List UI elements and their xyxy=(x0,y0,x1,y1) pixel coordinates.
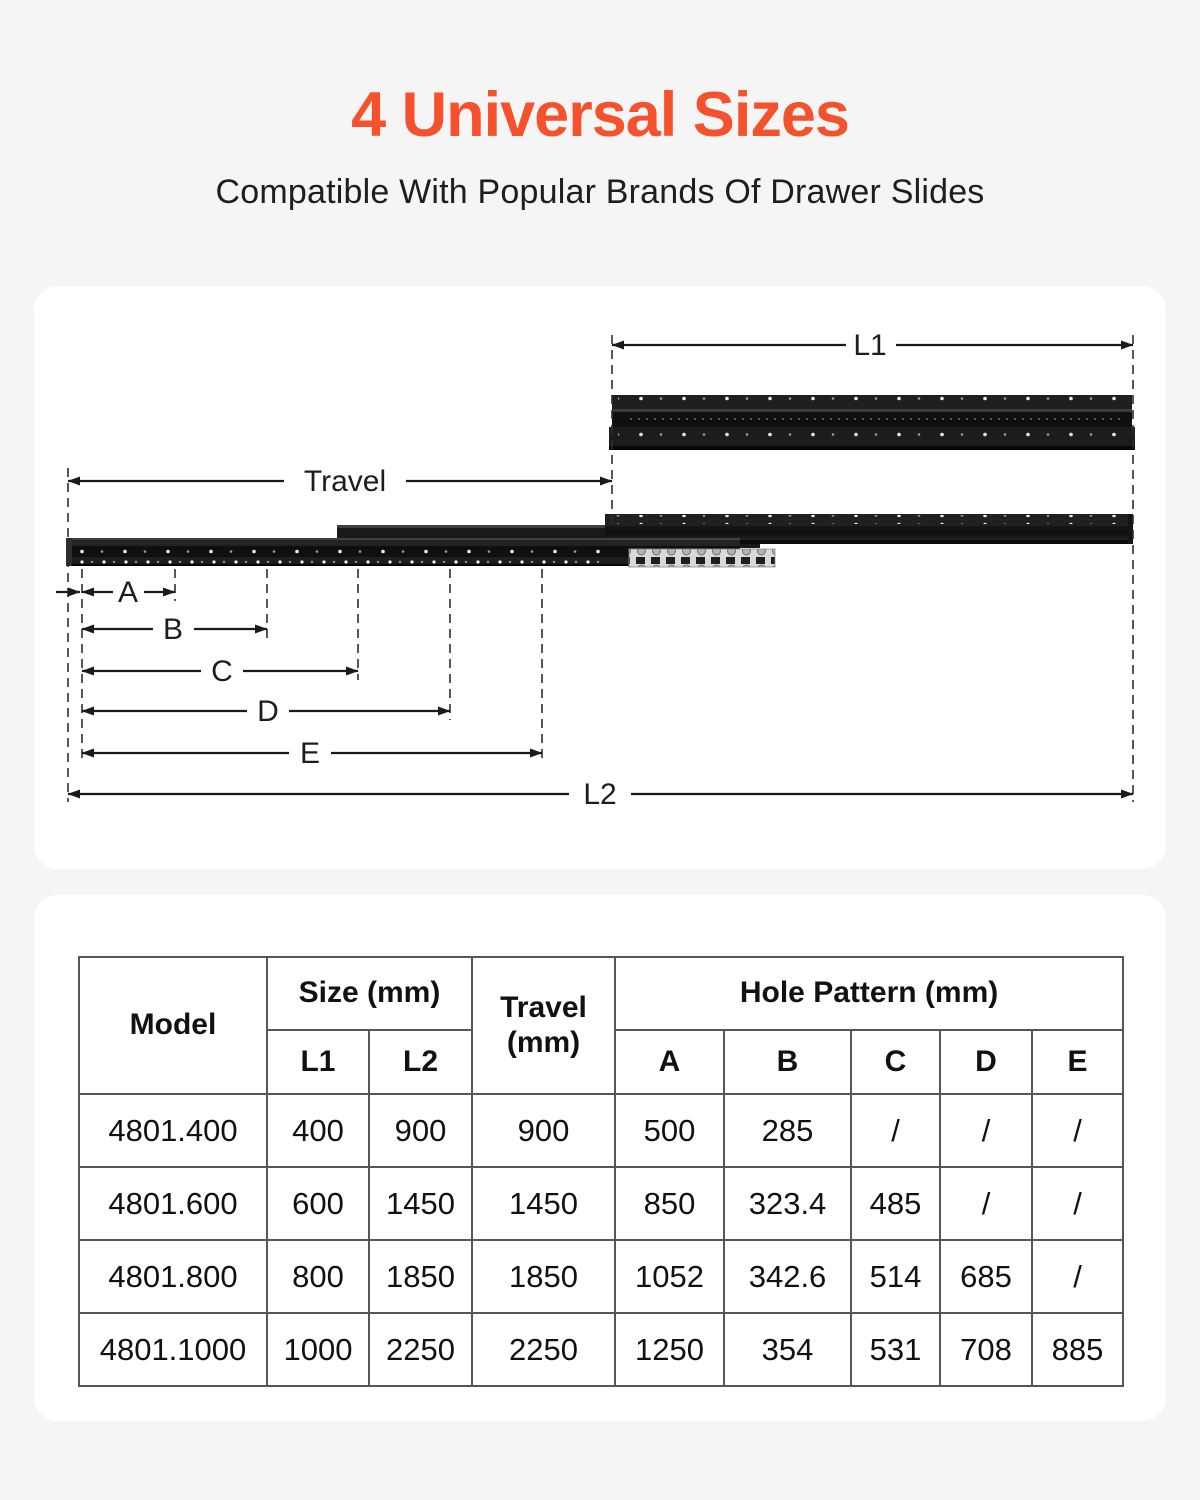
col-header-l2: L2 xyxy=(369,1030,472,1094)
label-a: A xyxy=(117,576,139,609)
cell-model: 4801.800 xyxy=(79,1240,267,1313)
label-l2: L2 xyxy=(583,778,617,811)
cell-a: 850 xyxy=(615,1167,724,1240)
cell-travel: 900 xyxy=(472,1094,615,1167)
cell-d: 685 xyxy=(940,1240,1032,1313)
cell-b: 323.4 xyxy=(724,1167,851,1240)
spec-table-panel xyxy=(34,895,1166,1421)
header xyxy=(0,0,1200,212)
page-title: 4 Universal Sizes xyxy=(351,80,849,150)
cell-travel: 2250 xyxy=(472,1313,615,1386)
col-header-c: C xyxy=(851,1030,940,1094)
cell-a: 1250 xyxy=(615,1313,724,1386)
col-header-d: D xyxy=(940,1030,1032,1094)
label-c: C xyxy=(211,655,233,688)
cell-e: / xyxy=(1032,1167,1123,1240)
extended-slide-rail xyxy=(66,514,1133,567)
diagram-panel xyxy=(34,286,1166,869)
table-row xyxy=(79,1313,1123,1386)
col-header-size-group: Size (mm) xyxy=(267,957,472,1030)
closed-slide-rail xyxy=(609,395,1135,450)
table-header-row-1 xyxy=(79,957,1123,1030)
spec-table-wrap xyxy=(34,895,1166,1387)
cell-l2: 900 xyxy=(369,1094,472,1167)
col-header-b: B xyxy=(724,1030,851,1094)
label-b: B xyxy=(162,613,184,646)
table-row xyxy=(79,1240,1123,1313)
col-header-e: E xyxy=(1032,1030,1123,1094)
cell-a: 1052 xyxy=(615,1240,724,1313)
cell-e: / xyxy=(1032,1094,1123,1167)
col-header-model: Model xyxy=(79,957,267,1094)
cell-l2: 1850 xyxy=(369,1240,472,1313)
col-header-a: A xyxy=(615,1030,724,1094)
cell-l1: 400 xyxy=(267,1094,369,1167)
cell-travel: 1850 xyxy=(472,1240,615,1313)
cell-l2: 1450 xyxy=(369,1167,472,1240)
cell-model: 4801.600 xyxy=(79,1167,267,1240)
cell-e: 885 xyxy=(1032,1313,1123,1386)
cell-model: 4801.400 xyxy=(79,1094,267,1167)
spec-table xyxy=(78,956,1124,1387)
cell-c: 531 xyxy=(851,1313,940,1386)
col-header-hole-group: Hole Pattern (mm) xyxy=(615,957,1123,1030)
table-row xyxy=(79,1094,1123,1167)
label-l1: L1 xyxy=(853,329,887,362)
cell-c: 485 xyxy=(851,1167,940,1240)
cell-d: / xyxy=(940,1167,1032,1240)
cell-b: 342.6 xyxy=(724,1240,851,1313)
cell-c: / xyxy=(851,1094,940,1167)
table-row xyxy=(79,1167,1123,1240)
drawer-slide-diagram xyxy=(34,286,1166,869)
cell-l1: 800 xyxy=(267,1240,369,1313)
label-d: D xyxy=(257,695,279,728)
cell-model: 4801.1000 xyxy=(79,1313,267,1386)
cell-l1: 600 xyxy=(267,1167,369,1240)
col-header-travel: Travel (mm) xyxy=(472,957,615,1094)
page-subtitle: Compatible With Popular Brands Of Drawer Slides xyxy=(215,173,985,211)
label-e: E xyxy=(299,737,321,770)
cell-b: 354 xyxy=(724,1313,851,1386)
label-travel: Travel xyxy=(303,465,387,498)
cell-a: 500 xyxy=(615,1094,724,1167)
col-header-l1: L1 xyxy=(267,1030,369,1094)
cell-travel: 1450 xyxy=(472,1167,615,1240)
cell-e: / xyxy=(1032,1240,1123,1313)
cell-l2: 2250 xyxy=(369,1313,472,1386)
cell-d: 708 xyxy=(940,1313,1032,1386)
cell-d: / xyxy=(940,1094,1032,1167)
cell-b: 285 xyxy=(724,1094,851,1167)
cell-l1: 1000 xyxy=(267,1313,369,1386)
cell-c: 514 xyxy=(851,1240,940,1313)
